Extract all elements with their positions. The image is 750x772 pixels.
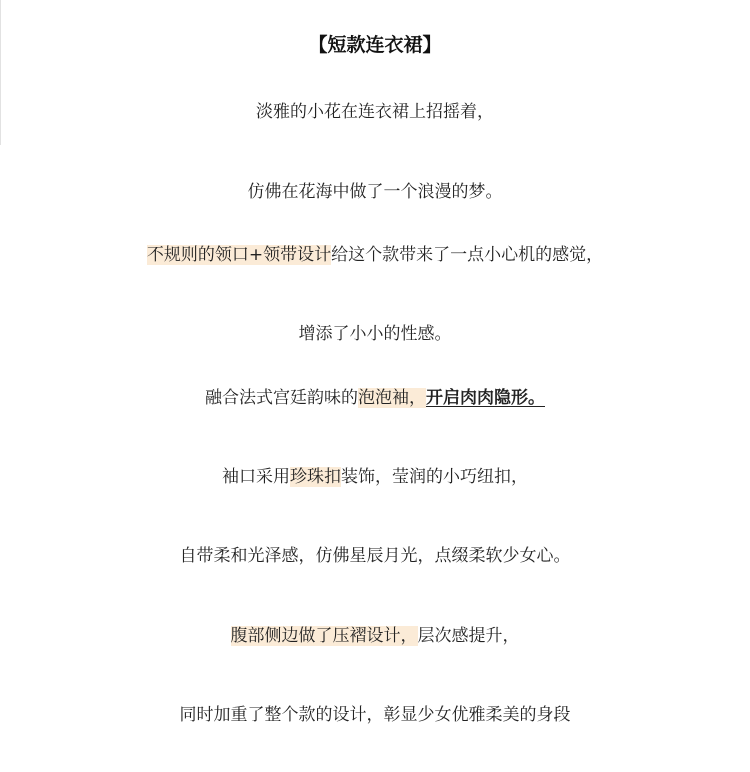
highlight-puff-sleeve: 泡泡袖， [358,388,426,408]
text-line-5 [0,386,750,410]
text-line-6-pre: 袖口采用 [222,467,290,487]
bold-underlined-phrase: 开启肉肉隐形。 [426,388,545,408]
text-line-6-rest: 装饰，莹润的小巧纽扣， [341,467,528,487]
highlight-collar-design: 不规则的领口+领带设计 [146,245,332,265]
text-line-6 [0,465,750,489]
highlight-pleat-design: 腹部侧边做了压褶设计， [230,626,418,646]
text-line-3-rest: 给这个款带来了一点小心机的感觉， [331,245,604,265]
text-line-2: 仿佛在花海中做了一个浪漫的梦。 [247,182,503,202]
page-title: 【短款连衣裙】 [308,34,442,56]
text-line-8 [0,624,750,648]
text-line-9: 同时加重了整个款的设计，彰显少女优雅柔美的身段 [179,705,571,725]
text-line-4: 增添了小小的性感。 [298,324,452,344]
text-line-1: 淡雅的小花在连衣裙上招摇着， [256,102,494,122]
text-line-5-pre: 融合法式宫廷韵味的 [205,388,358,408]
text-line-8-rest: 层次感提升， [417,626,520,646]
highlight-pearl-button: 珍珠扣 [290,467,341,487]
text-line-7: 自带柔和光泽感，仿佛星辰月光，点缀柔软少女心。 [179,546,571,566]
text-line-3 [0,243,750,267]
